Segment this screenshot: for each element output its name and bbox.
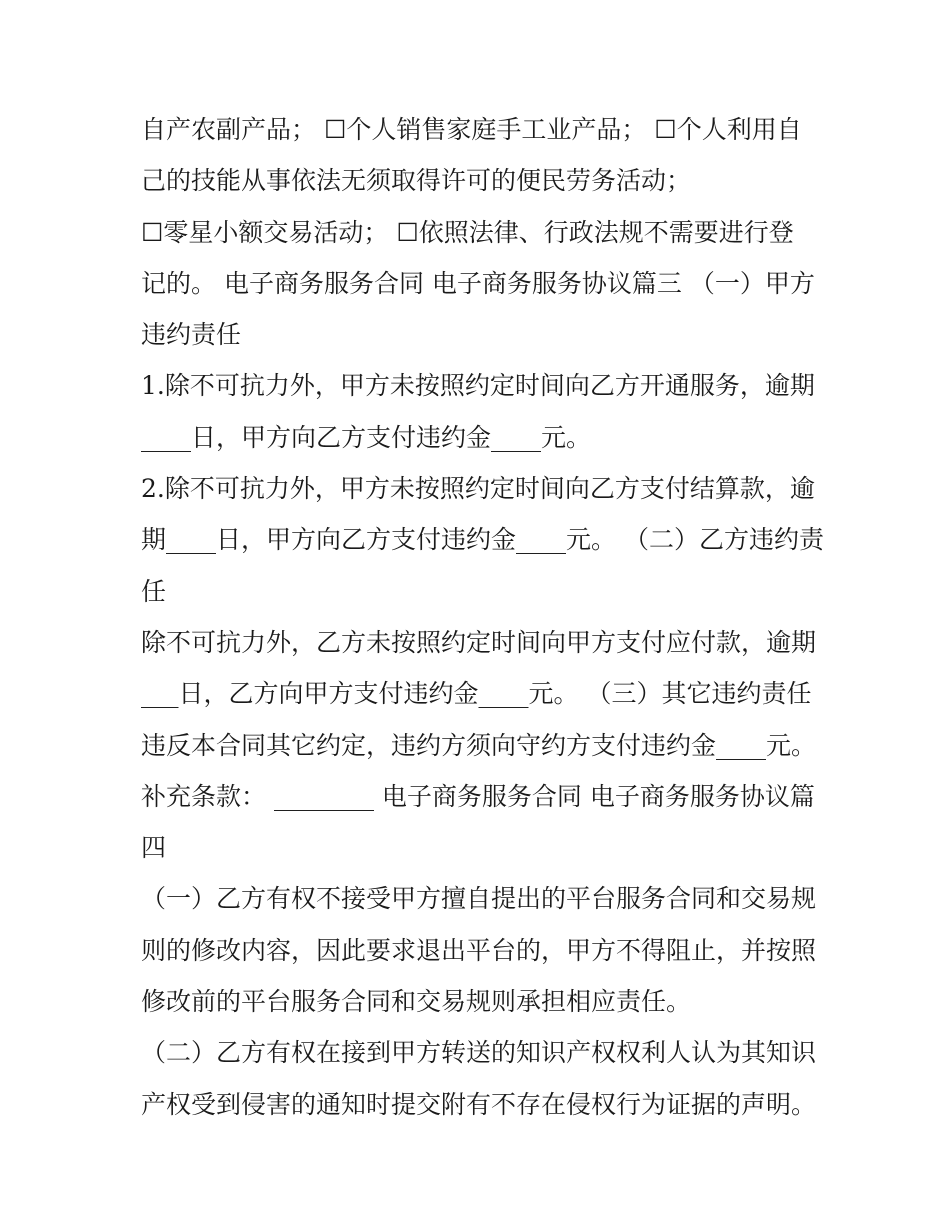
text-line: 期____日，甲方向乙方支付违约金____元。 （二）乙方违约责 bbox=[141, 525, 824, 555]
text-line: 违反本合同其它约定，违约方须向守约方支付违约金____元。 bbox=[141, 730, 817, 760]
text-line: 补充条款： ________ 电子商务服务合同 电子商务服务协议篇 bbox=[141, 781, 815, 811]
text-line: 任 bbox=[141, 576, 167, 606]
text-line: ____日，甲方向乙方支付违约金____元。 bbox=[141, 422, 592, 452]
text-line: ___日，乙方向甲方支付违约金____元。 （三）其它违约责任 bbox=[141, 679, 812, 709]
text-line: （二）乙方有权在接到甲方转送的知识产权权利人认为其知识 bbox=[141, 1038, 817, 1068]
text-line: 修改前的平台服务合同和交易规则承担相应责任。 bbox=[141, 987, 692, 1017]
text-line: 产权受到侵害的通知时提交附有不存在侵权行为证据的声明。 bbox=[141, 1089, 817, 1119]
text-line: 则的修改内容，因此要求退出平台的，甲方不得阻止，并按照 bbox=[141, 935, 817, 965]
document-body bbox=[141, 104, 824, 1130]
text-line: ☐零星小额交易活动； ☐依照法律、行政法规不需要进行登 bbox=[141, 217, 794, 247]
text-line: 己的技能从事依法无须取得许可的便民劳务活动； bbox=[141, 166, 692, 196]
text-line: 除不可抗力外，乙方未按照约定时间向甲方支付应付款，逾期 bbox=[141, 627, 817, 657]
text-line: （一）乙方有权不接受甲方擅自提出的平台服务合同和交易规 bbox=[141, 884, 817, 914]
text-line: 违约责任 bbox=[141, 320, 242, 350]
text-line: 1.除不可抗力外，甲方未按照约定时间向乙方开通服务，逾期 bbox=[141, 371, 815, 401]
text-line: 四 bbox=[141, 833, 167, 863]
text-line: 记的。 电子商务服务合同 电子商务服务协议篇三 （一）甲方 bbox=[141, 268, 815, 298]
text-line: 2.除不可抗力外，甲方未按照约定时间向乙方支付结算款，逾 bbox=[141, 474, 815, 504]
text-line: 自产农副产品； ☐个人销售家庭手工业产品； ☐个人利用自 bbox=[141, 115, 802, 144]
